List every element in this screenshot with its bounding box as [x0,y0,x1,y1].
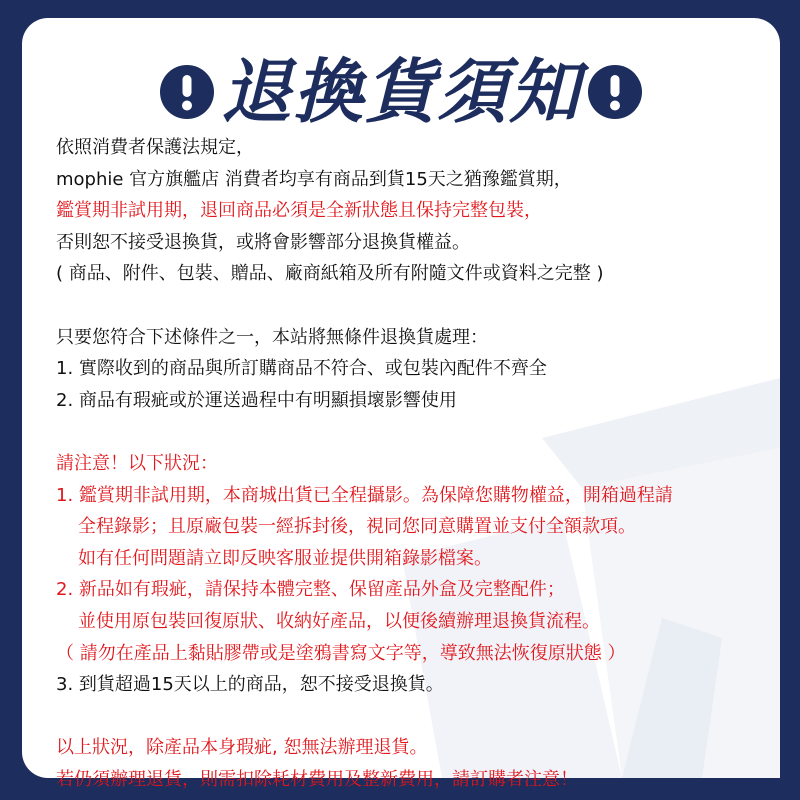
intro-line: mophie 官方旗艦店 消費者均享有商品到貨15天之猶豫鑑賞期， [56,168,572,190]
notice-item-continued: 全程錄影；且原廠包裝一經拆封後，視同您同意購置並支付全額款項。 [78,516,636,538]
footer-line: 若仍須辦理退貨，則需扣除耗材費用及整新費用，請訂購者注意！ [56,768,578,790]
intro-line: ( 商品、附件、包裝、贈品、廠商紙箱及所有附隨文件或資料之完整 ) [56,263,604,285]
notice-item-note: （ 請勿在產品上黏貼膠帶或是塗鴉書寫文字等，導致無法恢復原狀態 ） [56,642,626,664]
page-title: 退換貨須知 [221,51,581,133]
exclamation-circle-icon [157,62,217,122]
intro-line: 否則恕不接受退換貨，或將會影響部分退換貨權益。 [56,231,470,253]
notice-body [56,132,756,795]
notice-heading: 請注意！以下狀況： [56,452,218,474]
exclamation-circle-icon [585,62,645,122]
condition-item: 2. 商品有瑕疵或於運送過程中有明顯損壞影響使用 [56,389,457,411]
conditions-heading: 只要您符合下述條件之一，本站將無條件退換貨處理： [56,326,488,348]
notice-item-continued: 如有任何問題請立即反映客服並提供開箱錄影檔案。 [78,547,492,569]
notice-item-continued: 並使用原包裝回復原狀、收納好產品，以便後續辦理退換貨流程。 [78,610,600,632]
title-row [22,44,780,140]
footer-line: 以上狀況，除產品本身瑕疵, 恕無法辦理退貨。 [56,737,428,759]
notice-item: 1. 鑑賞期非試用期，本商城出貨已全程攝影。為保障您購物權益，開箱過程請 [56,484,673,506]
condition-item: 1. 實際收到的商品與所訂購商品不符合、或包裝內配件不齊全 [56,358,547,380]
intro-line-highlight: 鑑賞期非試用期，退回商品必須是全新狀態且保持完整包裝， [56,200,542,222]
notice-card [22,18,780,790]
notice-item: 2. 新品如有瑕疵，請保持本體完整、保留產品外盒及完整配件； [56,579,565,601]
intro-line: 依照消費者保護法規定， [56,137,254,158]
notice-item: 3. 到貨超過15天以上的商品，恕不接受退換貨。 [56,674,444,696]
